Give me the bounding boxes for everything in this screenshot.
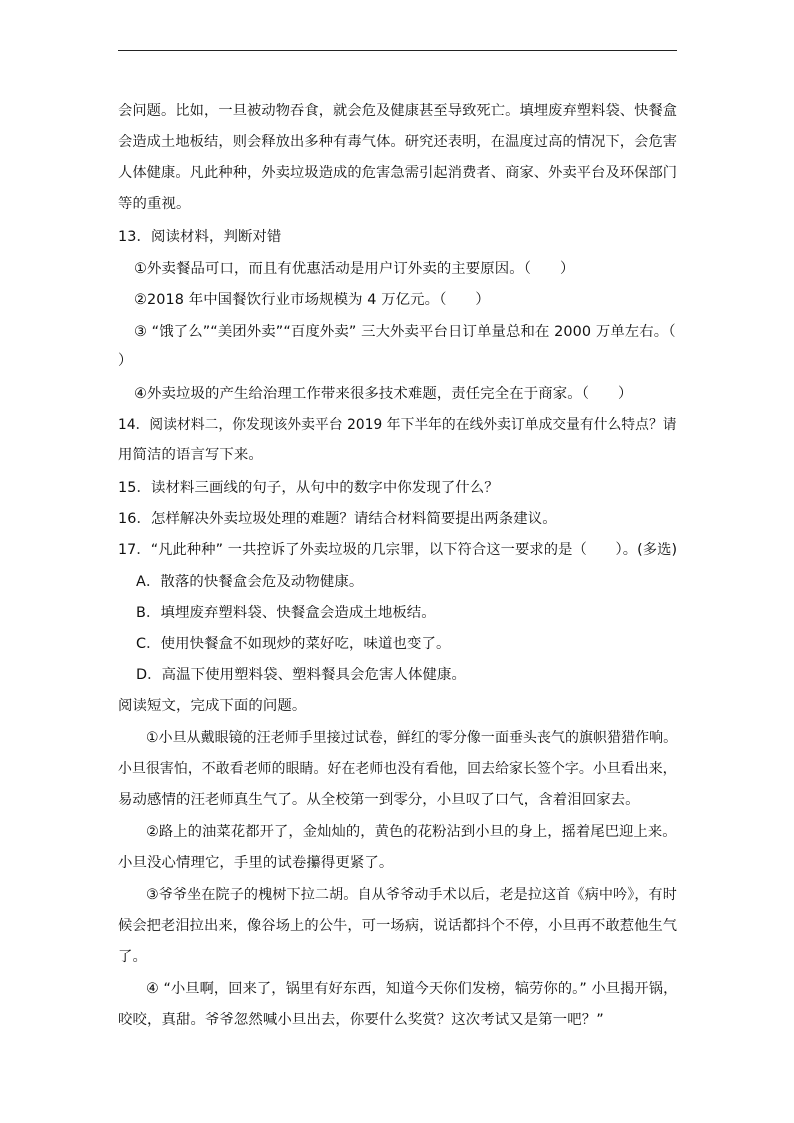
question-13-item: ②2018 年中国餐饮行业市场规模为 4 万亿元。（ ） xyxy=(134,292,490,308)
question-14: 用简洁的语言写下来。 xyxy=(118,447,263,463)
material-line: 人体健康。凡此种种，外卖垃圾造成的危害急需引起消费者、商家、外卖平台及环保部门 xyxy=(118,165,678,181)
material-line: 会问题。比如，一旦被动物吞食，就会危及健康甚至导致死亡。填埋废弃塑料袋、快餐盒 xyxy=(118,103,678,119)
question-17-option: D．高温下使用塑料袋、塑料餐具会危害人体健康。 xyxy=(136,667,466,683)
question-13-stem: 13．阅读材料，判断对错 xyxy=(118,229,282,245)
passage-line: ④ “小旦啊，回来了，锅里有好东西，知道今天你们发榜，犒劳你的。” 小旦揭开锅， xyxy=(146,981,678,997)
passage-line: 了。 xyxy=(118,949,147,965)
passage-line: 易动感情的汪老师真生气了。从全校第一到零分，小旦叹了口气，含着泪回家去。 xyxy=(118,792,640,808)
passage-line: ③爷爷坐在院子的槐树下拉二胡。自从爷爷动手术以后，老是拉这首《病中吟》，有时 xyxy=(146,887,677,903)
question-17-stem: 17．“凡此种种” 一共控诉了外卖垃圾的几宗罪，以下符合这一要求的是（ ）。(多选) xyxy=(118,542,678,558)
question-14: 14．阅读材料二，你发现该外卖平台 2019 年下半年的在线外卖订单成交量有什么特点？请 xyxy=(118,417,677,433)
question-17-option: C．使用快餐盒不如现炒的菜好吃，味道也变了。 xyxy=(136,636,451,652)
question-17-option: A．散落的快餐盒会危及动物健康。 xyxy=(136,574,364,590)
material-line: 会造成土地板结，则会释放出多种有毒气体。研究还表明，在温度过高的情况下，会危害 xyxy=(118,134,678,150)
material-line: 等的重视。 xyxy=(118,196,191,212)
question-13-item: ④外卖垃圾的产生给治理工作带来很多技术难题，责任完全在于商家。（ ） xyxy=(134,386,633,402)
passage-line: 小旦很害怕，不敢看老师的眼睛。好在老师也没有看他，回去给家长签个字。小旦看出来， xyxy=(118,761,677,777)
question-16: 16．怎样解决外卖垃圾处理的难题？请结合材料简要提出两条建议。 xyxy=(118,511,557,527)
passage-line: ②路上的油菜花都开了，金灿灿的，黄色的花粉沾到小旦的身上，摇着尾巴迎上来。 xyxy=(146,824,677,840)
passage-line: 候会把老泪拉出来，像谷场上的公牛，可一场病，说话都抖个不停，小旦再不敢惹他生气 xyxy=(118,918,678,934)
header-rule xyxy=(118,50,677,51)
passage-line: ①小旦从戴眼镜的汪老师手里接过试卷，鲜红的零分像一面垂头丧气的旗帜猎猎作响。 xyxy=(146,730,678,746)
question-13-item: ③ “饿了么”“美团外卖”“百度外卖” 三大外卖平台日订单量总和在 2000 万单左右。（ xyxy=(134,324,676,340)
question-15: 15．读材料三画线的句子，从句中的数字中你发现了什么？ xyxy=(118,480,499,496)
question-13-item-wrap: ） xyxy=(118,353,133,369)
question-17-option: B．填埋废弃塑料袋、快餐盒会造成土地板结。 xyxy=(136,605,436,621)
passage-line: 小旦没心情理它，手里的试卷攥得更紧了。 xyxy=(118,855,394,871)
passage-line: 咬咬，真甜。爷爷忽然喊小旦出去，你要什么奖赏？这次考试又是第一吧？” xyxy=(118,1012,604,1028)
question-13-item: ①外卖餐品可口，而且有优惠活动是用户订外卖的主要原因。（ ） xyxy=(134,261,575,277)
reading-intro: 阅读短文，完成下面的问题。 xyxy=(118,698,307,714)
